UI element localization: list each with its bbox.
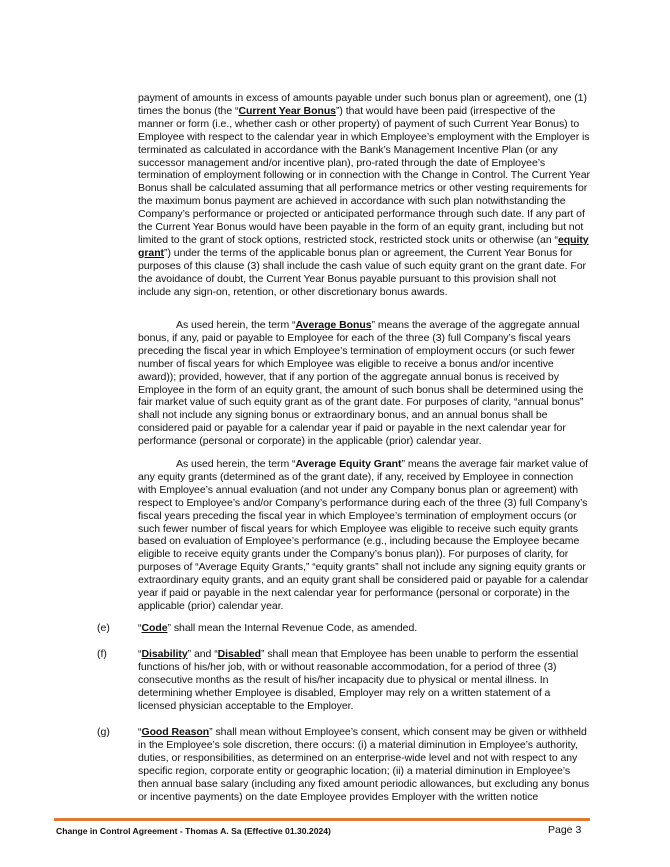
paragraph-average-equity-grant	[138, 458, 590, 613]
paragraph-current-year-bonus	[138, 92, 590, 299]
paragraph-text: payment of amounts in excess of amounts payable under such bonus plan or agreement), one (1) times the bonus (the “	[138, 92, 587, 117]
item-text: ” shall mean without Employee’s consent, which consent may be given or withheld in the Employee’s sole discretion, there occurs: (i) a material diminution in Employee’s authority, duties, or responsibilities, as determined on an enterprise-wide level and not with respect to any specific region, corporate entity or geographic location; (ii) a material diminution in Employee’s then annual base salary (including any fixed amount periodic allowances, but excluding any bonus or incentive payments) on the date Employee provides Employer with the written notice	[138, 726, 590, 803]
footer-document-title: Change in Control Agreement - Thomas A. Sa (Effective 01.30.2024)	[56, 826, 331, 836]
paragraph-text: ” means the average of the aggregate annual bonus, if any, paid or payable to Employee for each of the three (3) full Company’s fiscal years preceding the fiscal year in which Employee’s termination of employment occurs (or such fewer number of fiscal years for which Employee was eligible to receive a bonus and/or incentive award)); provided, however, that if any portion of the aggregate annual bonus is received by Employee in the form of an equity grant, the amount of such bonus shall be determined using the fair market value of such equity grant as of the grant date. For purposes of clarity, “annual bonus” shall not include any signing bonus or extraordinary bonus, and an annual bonus shall be considered paid or payable for a calendar year if paid or payable in the next calendar year for performance (personal or corporate) in the applicable (prior) calendar year.	[138, 319, 584, 448]
defined-term-good-reason: Good Reason	[141, 726, 210, 738]
defined-term-code: Code	[141, 622, 168, 634]
quote-mark: “	[138, 622, 142, 634]
paragraph-text: As used herein, the term “	[176, 458, 296, 470]
defined-term-average-equity-grant: Average Equity Grant	[295, 458, 402, 470]
defined-term-average-bonus: Average Bonus	[295, 319, 372, 331]
item-label-e: (e)	[97, 622, 110, 634]
item-g-good-reason	[138, 726, 590, 803]
paragraph-average-bonus	[138, 319, 590, 448]
quote-mark: “	[138, 648, 142, 660]
footer-page-number: Page 3	[548, 824, 582, 836]
paragraph-text: As used herein, the term “	[176, 319, 296, 331]
defined-term-current-year-bonus: Current Year Bonus	[238, 104, 336, 117]
item-text: ” and “	[187, 648, 218, 660]
item-e-code	[138, 622, 590, 635]
item-f-disability	[138, 648, 590, 713]
paragraph-text: ”) that would have been paid (irrespective of the manner or form (i.e., whether cash or other property) of payment of such Current Year Bonus) to Employee with respect to the calendar year in which Employee’s employment with the Employer is terminated as calculated in accordance with the Bank’s Management Incentive Plan (or any successor management and/or incentive plan), pro-rated through the date of Employee’s termination of employment following or in connection with the Change in Control. The Current Year Bonus shall be calculated assuming that all performance metrics or other vesting requirements for the maximum bonus payment are achieved in accordance with such plan notwithstanding the Company’s performance or projected or anticipated performance through such date. If any part of the Current Year Bonus would have been payable in the form of an equity grant, including but not limited to the grant of stock options, restricted stock, restricted stock units or otherwise (an “	[138, 104, 590, 246]
defined-term-disabled: Disabled	[217, 648, 262, 660]
item-text: ” shall mean that Employee has been unable to perform the essential functions of his/her job, with or without reasonable accommodation, for a period of three (3) consecutive months as the result of his/her incapacity due to physical or mental illness. In determining whether Employee is disabled, Employer may rely on a written statement of a licensed physician acceptable to the Employer.	[138, 648, 579, 712]
item-text: ” shall mean the Internal Revenue Code, as amended.	[167, 622, 418, 634]
item-label-f: (f)	[97, 648, 107, 660]
defined-term-disability: Disability	[141, 648, 188, 660]
item-label-g: (g)	[97, 726, 110, 738]
quote-mark: “	[138, 726, 142, 738]
defined-term-equity-grant: equity grant	[138, 233, 589, 259]
footer-divider	[54, 818, 590, 821]
paragraph-text: ” means the average fair market value of any equity grants (determined as of the grant date), if any, received by Employee in connection with Employee’s annual evaluation (and not under any Company bonus plan or agreement) with respect to Employee’s and/or Company’s performance during each of the three (3) full Company’s fiscal years preceding the fiscal year in which Employee’s termination of employment occurs (or such fewer number of fiscal years for which Employee was eligible to receive such equity grants based on evaluation of Employee’s performance (e.g., including because the Employee became eligible to receive equity grants under the Company’s bonus plan)). For purposes of clarity, for purposes of “Average Equity Grants,” “equity grants” shall not include any signing equity grants or extraordinary equity grants, and an equity grant shall be considered paid or payable for a calendar year if paid or payable in the next calendar year for performance (personal or corporate) in the applicable (prior) calendar year.	[138, 458, 589, 612]
paragraph-text: ”) under the terms of the applicable bonus plan or agreement, the Current Year Bonus for purposes of this clause (3) shall include the cash value of such equity grant on the grant date. For the avoidance of doubt, the Current Year Bonus payable pursuant to this provision shall not include any sign-on, retention, or other discretionary bonus awards.	[138, 246, 586, 298]
